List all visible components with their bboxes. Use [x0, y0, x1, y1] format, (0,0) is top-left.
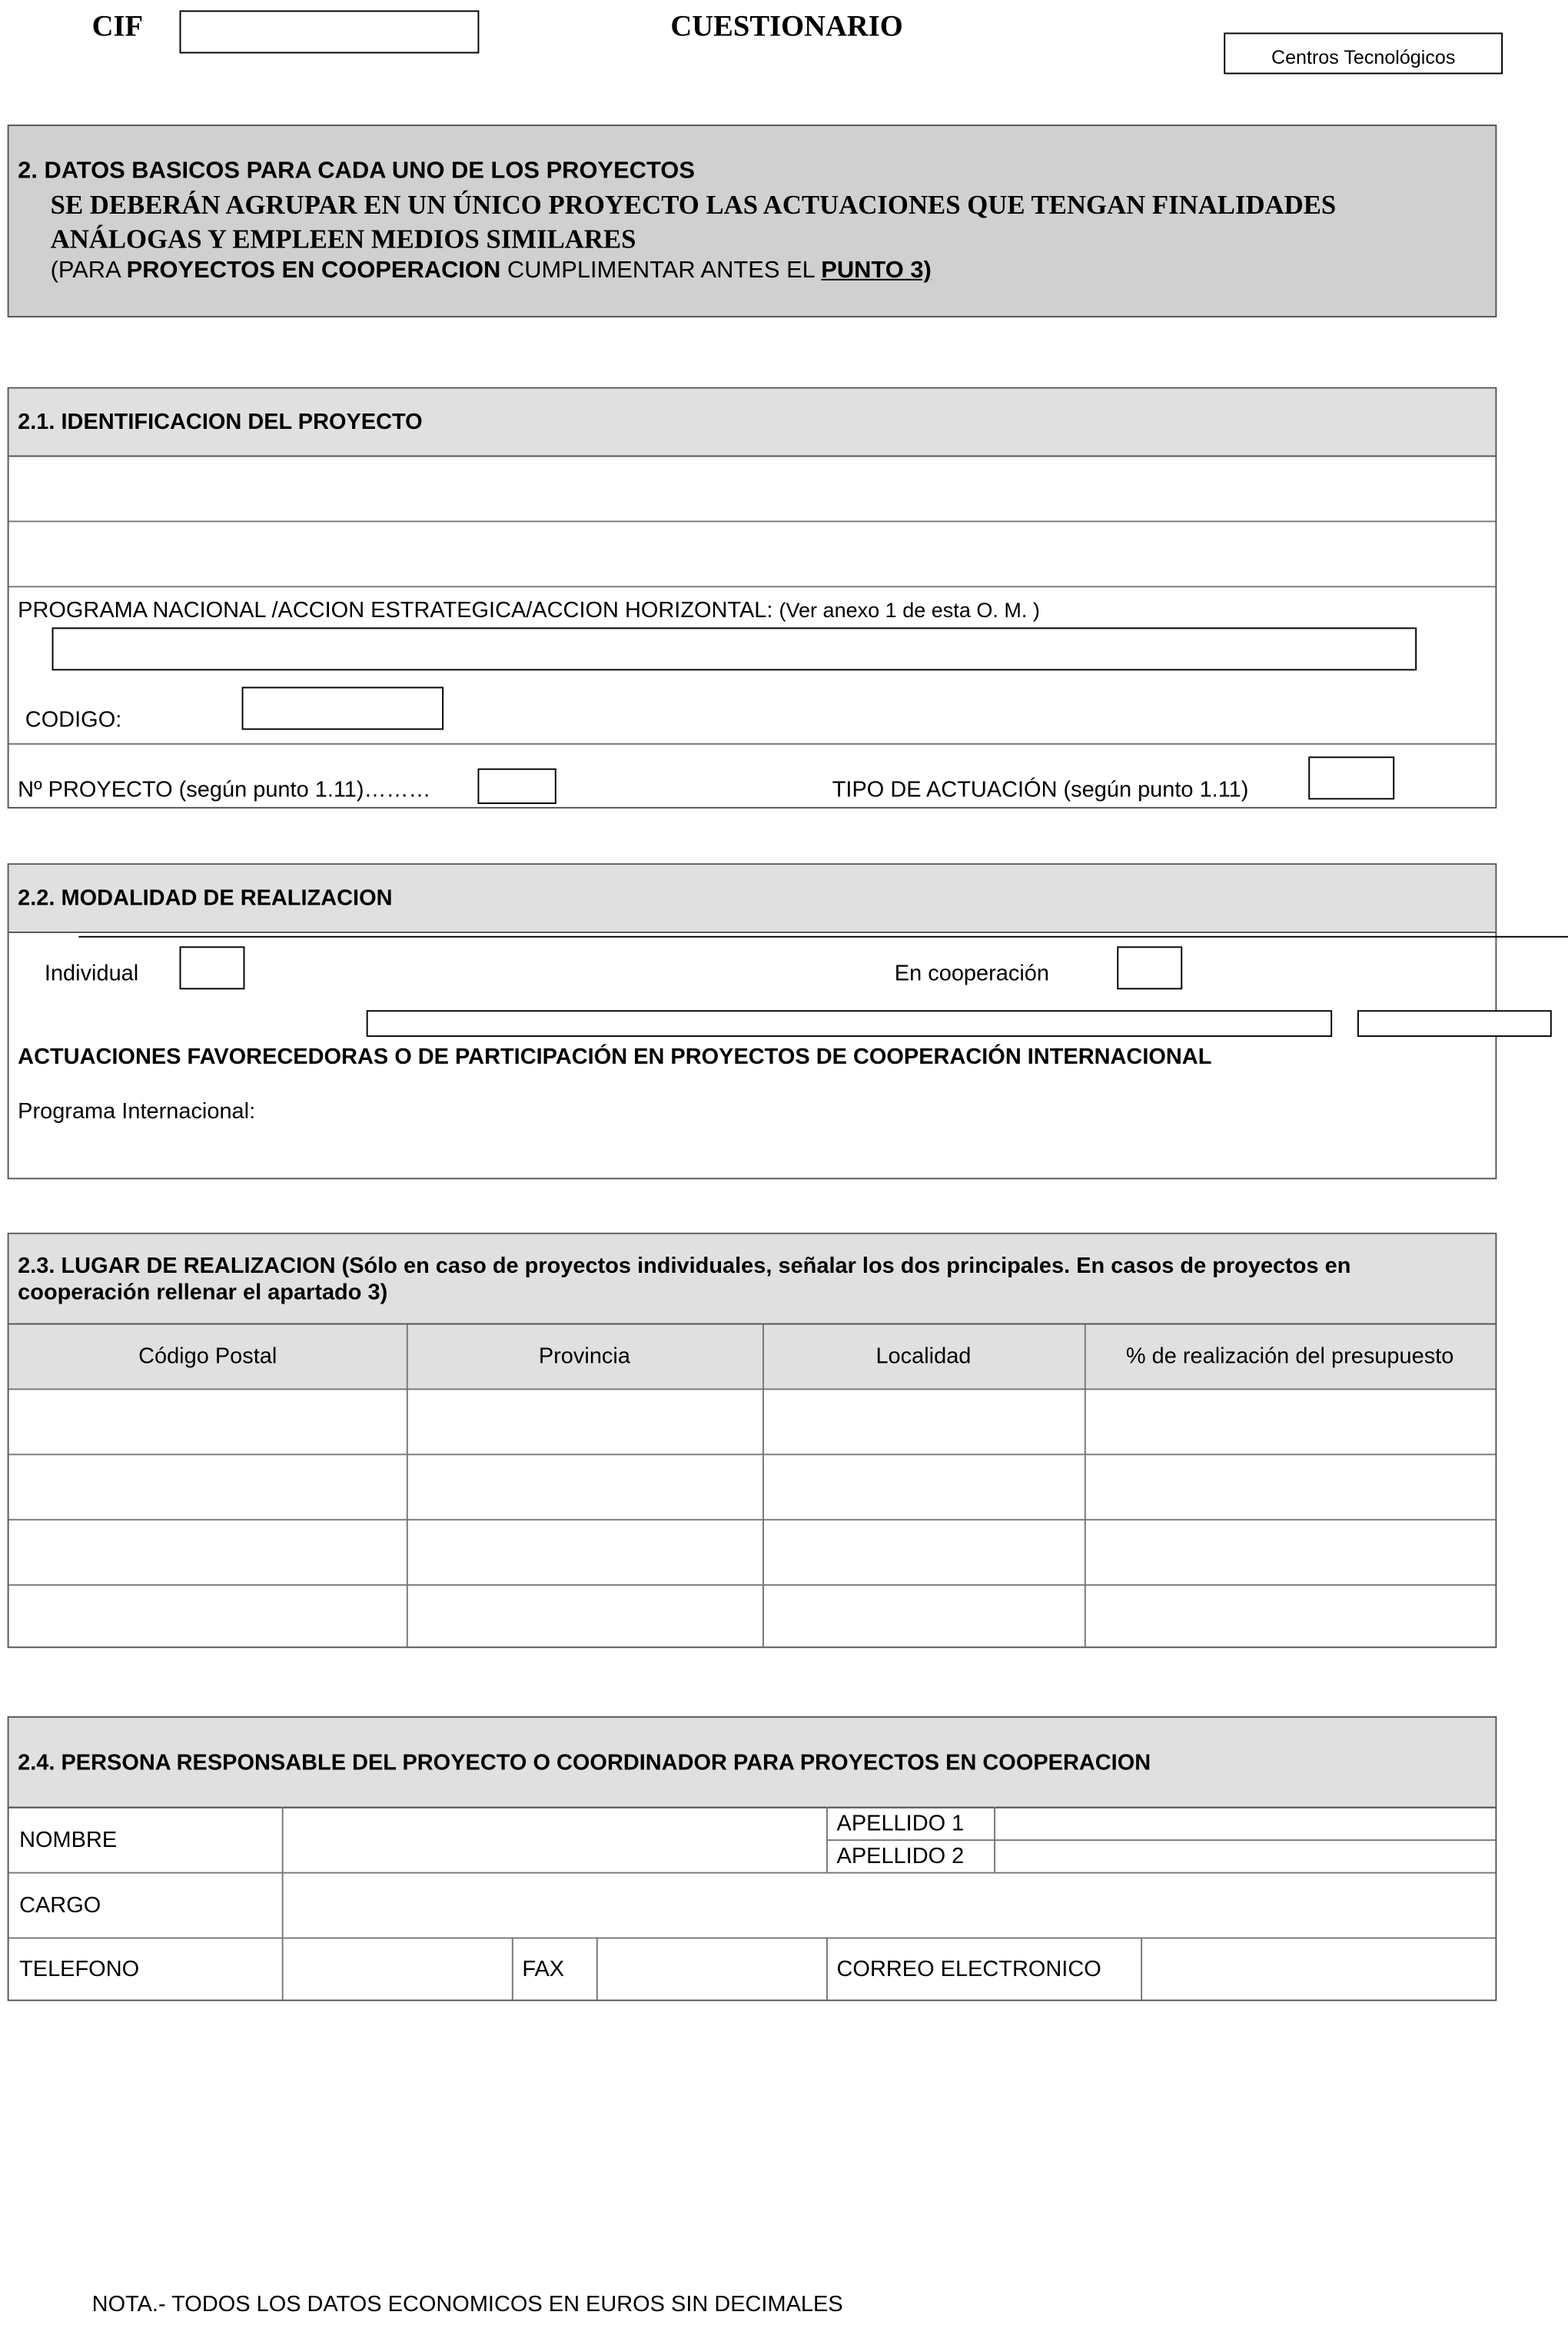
apellido1-input[interactable] [994, 1807, 1495, 1839]
section-2-2-title: 2.2. MODALIDAD DE REALIZACION [18, 885, 393, 912]
project-title-field-2[interactable] [9, 522, 1496, 586]
text: PUNTO 3) [821, 257, 932, 284]
international-code-input[interactable] [1357, 1010, 1552, 1037]
text: (PARA [50, 257, 127, 284]
divider [78, 936, 1568, 938]
section-header [9, 1718, 1496, 1809]
section-2-note-1: SE DEBERÁN AGRUPAR EN UN ÚNICO PROYECTO LAS ACTUACIONES QUE TENGAN FINALIDADES [50, 190, 1337, 220]
section-2-3-title-cont: cooperación rellenar el apartado 3) [18, 1280, 388, 1306]
individual-label: Individual [44, 961, 139, 987]
footer-note: NOTA.- TODOS LOS DATOS ECONOMICOS EN EUROS SIN DECIMALES [91, 2291, 843, 2317]
cif-input[interactable] [180, 11, 480, 54]
section-header [9, 389, 1496, 457]
section-2-1-title: 2.1. IDENTIFICACION DEL PROYECTO [18, 409, 423, 435]
fax-input[interactable] [596, 1938, 826, 2001]
international-program-input[interactable] [367, 1010, 1332, 1037]
nproyecto-label: Nº PROYECTO (según punto 1.11)……… [18, 777, 431, 803]
section-2-banner [8, 125, 1497, 317]
codigo-input[interactable] [242, 687, 443, 730]
telefono-input[interactable] [282, 1938, 512, 2001]
column-header: Localidad [762, 1324, 1085, 1389]
text: CUMPLIMENTAR ANTES EL [500, 257, 822, 284]
section-header [9, 865, 1496, 933]
individual-checkbox[interactable] [180, 946, 245, 989]
project-title-field-1[interactable] [9, 457, 1496, 520]
section-2-3 [8, 1233, 1497, 1648]
correo-label: CORREO ELECTRONICO [836, 1956, 1101, 1982]
section-2-note-2: ANÁLOGAS Y EMPLEEN MEDIOS SIMILARES [50, 224, 636, 254]
actuaciones-label: ACTUACIONES FAVORECEDORAS O DE PARTICIPACIÓN EN PROYECTOS DE COOPERACIÓN INTERNACIONAL [18, 1044, 1212, 1070]
column-header: % de realización del presupuesto [1085, 1324, 1496, 1389]
telefono-label: TELEFONO [19, 1956, 140, 1982]
apellido1-label: APELLIDO 1 [836, 1810, 965, 1836]
section-2-note-3 [51, 258, 932, 285]
tipo-actuacion-input[interactable] [1308, 756, 1394, 799]
page-title: CUESTIONARIO [670, 10, 903, 43]
cargo-label: CARGO [19, 1892, 101, 1918]
category-badge: Centros Tecnológicos [1224, 32, 1503, 74]
nombre-input[interactable] [282, 1807, 826, 1872]
programa-input[interactable] [52, 627, 1417, 670]
section-2-1 [8, 387, 1497, 809]
section-header [9, 1234, 1496, 1325]
apellido2-label: APELLIDO 2 [836, 1843, 965, 1868]
fax-label: FAX [522, 1956, 565, 1982]
tipo-actuacion-label: TIPO DE ACTUACIÓN (según punto 1.11) [832, 777, 1249, 803]
text: PROYECTOS EN COOPERACION [126, 257, 501, 284]
section-2-title: 2. DATOS BASICOS PARA CADA UNO DE LOS PROYECTOS [18, 158, 695, 184]
programa-label [18, 598, 1040, 623]
programa-internacional-label: Programa Internacional: [18, 1099, 256, 1124]
text: (Ver anexo 1 de esta O. M. ) [779, 597, 1040, 622]
section-2-4 [8, 1716, 1497, 2001]
section-2-4-title: 2.4. PERSONA RESPONSABLE DEL PROYECTO O COORDINADOR PARA PROYECTOS EN COOPERACION [18, 1750, 1151, 1776]
cargo-input[interactable] [282, 1872, 1496, 1938]
cif-label: CIF [91, 10, 144, 43]
cooperacion-label: En cooperación [894, 961, 1049, 987]
nombre-label: NOMBRE [19, 1826, 118, 1852]
nproyecto-input[interactable] [477, 769, 556, 804]
section-2-3-title: 2.3. LUGAR DE REALIZACION (Sólo en caso de proyectos individuales, señalar los dos principales. En casos de proyectos en [18, 1253, 1351, 1279]
cooperacion-checkbox[interactable] [1117, 946, 1182, 989]
text: PROGRAMA NACIONAL /ACCION ESTRATEGICA/ACCION HORIZONTAL: [18, 597, 779, 623]
correo-input[interactable] [1141, 1938, 1495, 2001]
column-header: Código Postal [9, 1324, 407, 1389]
apellido2-input[interactable] [994, 1839, 1495, 1872]
codigo-label: CODIGO: [25, 707, 122, 733]
column-header: Provincia [407, 1324, 762, 1389]
